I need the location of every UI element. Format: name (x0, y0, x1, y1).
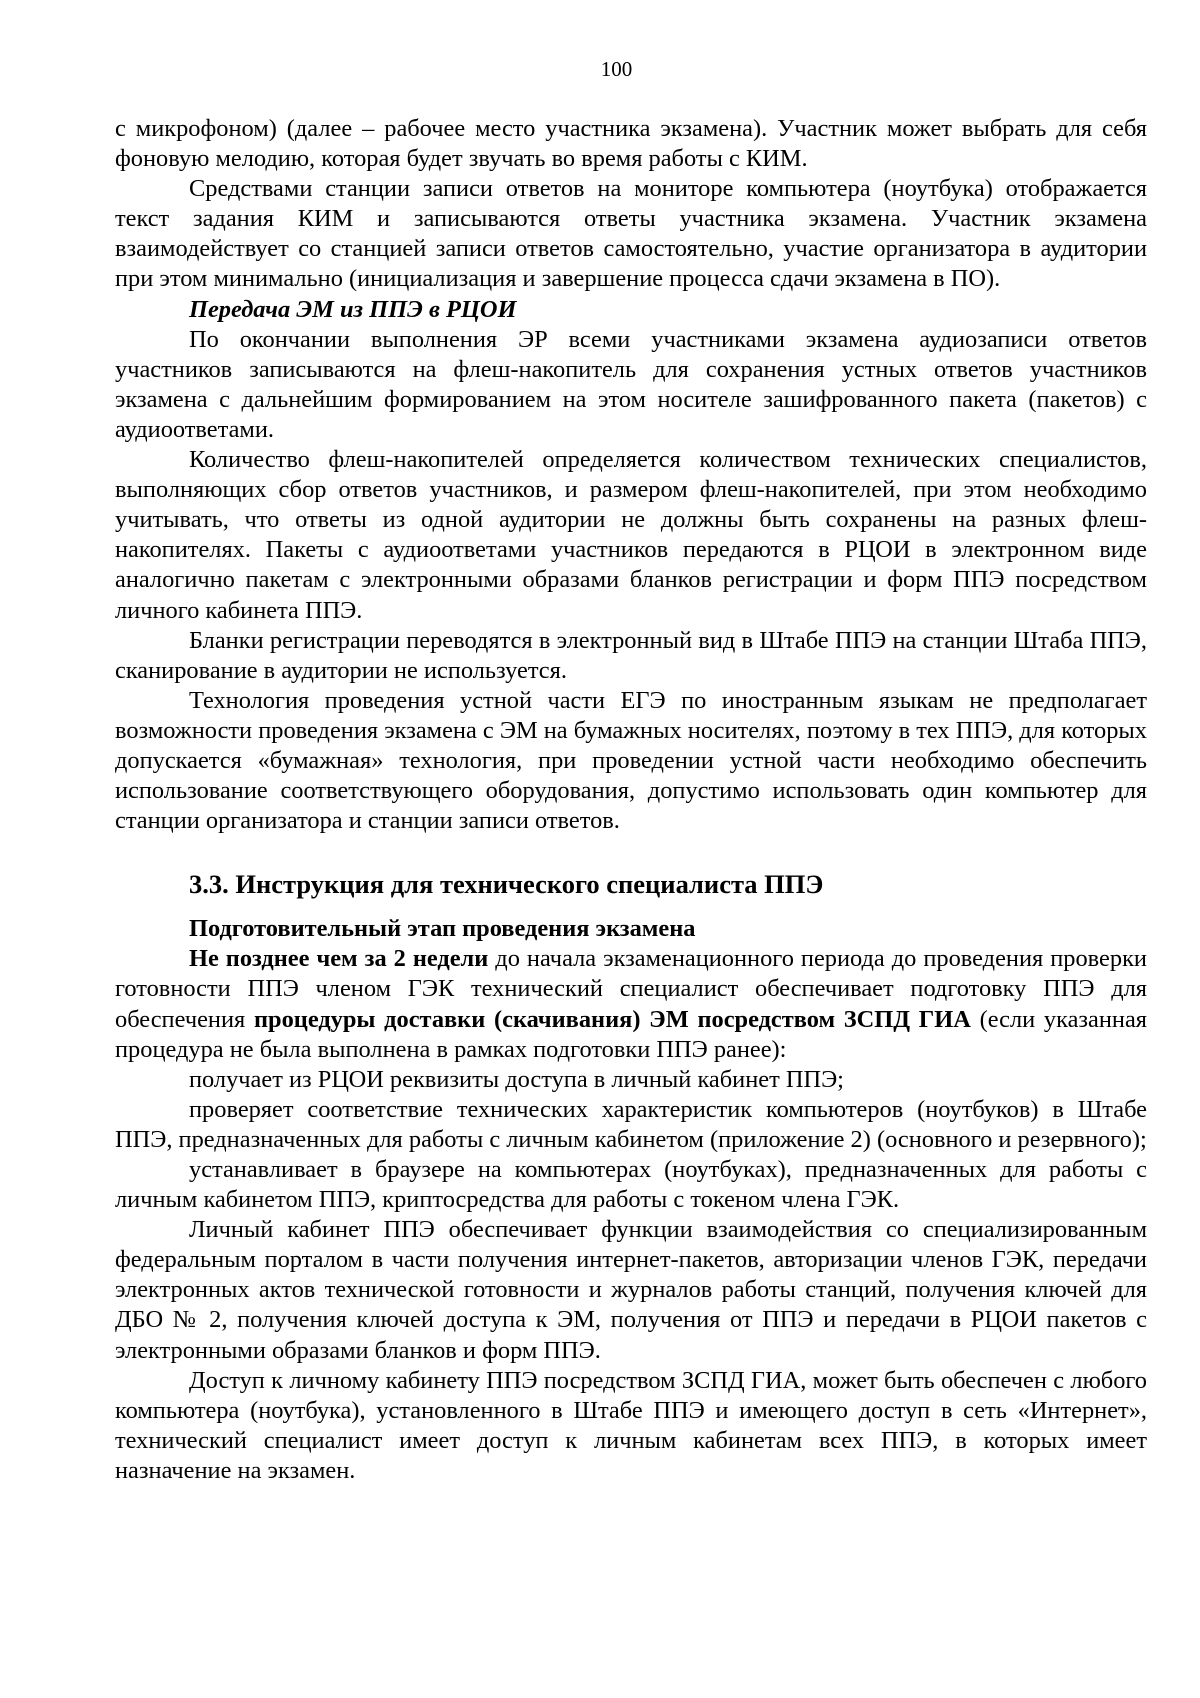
paragraph-audio-recordings: По окончании выполнения ЭР всеми участниками экзамена аудиозаписи ответов участников записываются на флеш-накопитель для сохранения устных ответов участников экзамена с дальнейшим формированием на этом носителе зашифрованного пакета (пакетов) с аудиоответами. (115, 325, 1147, 443)
section-heading: 3.3. Инструкция для технического специалиста ППЭ (189, 869, 824, 900)
subheading-preparatory-stage: Подготовительный этап проведения экзамена (189, 915, 696, 943)
delivery-procedure-bold: процедуры доставки (скачивания) ЭМ посредством ЗСПД ГИА (253, 1005, 971, 1033)
paragraph-microphone: с микрофоном) (далее – рабочее место участника экзамена). Участник может выбрать для себя фоновую мелодию, которая будет звучать во время работы с КИМ. (115, 115, 1147, 173)
paragraph-install-crypto: устанавливает в браузере на компьютерах (ноутбуках), предназначенных для работы с личным кабинетом ППЭ, криптосредства для работы с токеном члена ГЭК. (115, 1156, 1147, 1214)
paragraph-flash-drives: Количество флеш-накопителей определяется количеством технических специалистов, выполняющих сбор ответов участников, и размером флеш-накопителей, при этом необходимо учитывать, что ответы из одной аудитории не должны быть сохранены на разных флеш-накопителях. Пакеты с аудиоответами участников передаются в РЦОИ в электронном виде аналогично пакетам с электронными образами бланков регистрации и форм ППЭ посредством личного кабинета ППЭ. (115, 446, 1147, 624)
document-body (115, 114, 1147, 1486)
paragraph-recording-station: Средствами станции записи ответов на мониторе компьютера (ноутбука) отображается текст задания КИМ и записываются ответы участника экзамена. Участник экзамена взаимодействует со станцией записи ответов самостоятельно, участие организатора в аудитории при этом минимально (инициализация и завершение процесса сдачи экзамена в ПО). (115, 175, 1147, 293)
paragraph-oral-technology: Технология проведения устной части ЕГЭ по иностранным языкам не предполагает возможности проведения экзамена с ЭМ на бумажных носителях, поэтому в тех ППЭ, для которых допускается «бумажная» технология, при проведении устной части необходимо обеспечить использование соответствующего оборудования, допустимо использовать один компьютер для станции организатора и станции записи ответов. (115, 686, 1147, 835)
deadline-bold: Не позднее чем за 2 недели (189, 945, 489, 973)
paragraph-registration-forms: Бланки регистрации переводятся в электронный вид в Штабе ППЭ на станции Штаба ППЭ, сканирование в аудитории не используется. (115, 626, 1147, 684)
subheading-transfer: Передача ЭМ из ППЭ в РЦОИ (189, 295, 517, 323)
paragraph-access-cabinet: Доступ к личному кабинету ППЭ посредством ЗСПД ГИА, может быть обеспечен с любого компьютера (ноутбука), установленного в Штабе ППЭ и имеющего доступ в сеть «Интернет», технический специалист имеет доступ к личным кабинетам всех ППЭ, в которых имеет назначение на экзамен. (115, 1366, 1147, 1484)
paragraph-check-specs: проверяет соответствие технических характеристик компьютеров (ноутбуков) в Штабе ППЭ, предназначенных для работы с личным кабинетом (приложение 2) (основного и резервного); (115, 1095, 1147, 1153)
paragraph-personal-cabinet: Личный кабинет ППЭ обеспечивает функции взаимодействия со специализированным федеральным порталом в части получения интернет-пакетов, авторизации членов ГЭК, передачи электронных актов технической готовности и журналов работы станций, получения ключей для ДБО № 2, получения ключей доступа к ЭМ, получения от ППЭ и передачи в РЦОИ пакетов с электронными образами бланков и форм ППЭ. (115, 1216, 1147, 1364)
page-number: 100 (600, 57, 633, 81)
paragraph-access-credentials: получает из РЦОИ реквизиты доступа в личный кабинет ППЭ; (189, 1065, 844, 1093)
deadline-text-a: до начала экзаменационного периода до проведения проверки готовности ППЭ членом ГЭК технический специалист обеспечивает подготовку ППЭ для обеспечения (115, 945, 1147, 1033)
deadline-text-b: (если указанная процедура не была выполнена в рамках подготовки ППЭ ранее): (115, 1005, 1148, 1063)
paragraph-deadline (115, 944, 1147, 1064)
